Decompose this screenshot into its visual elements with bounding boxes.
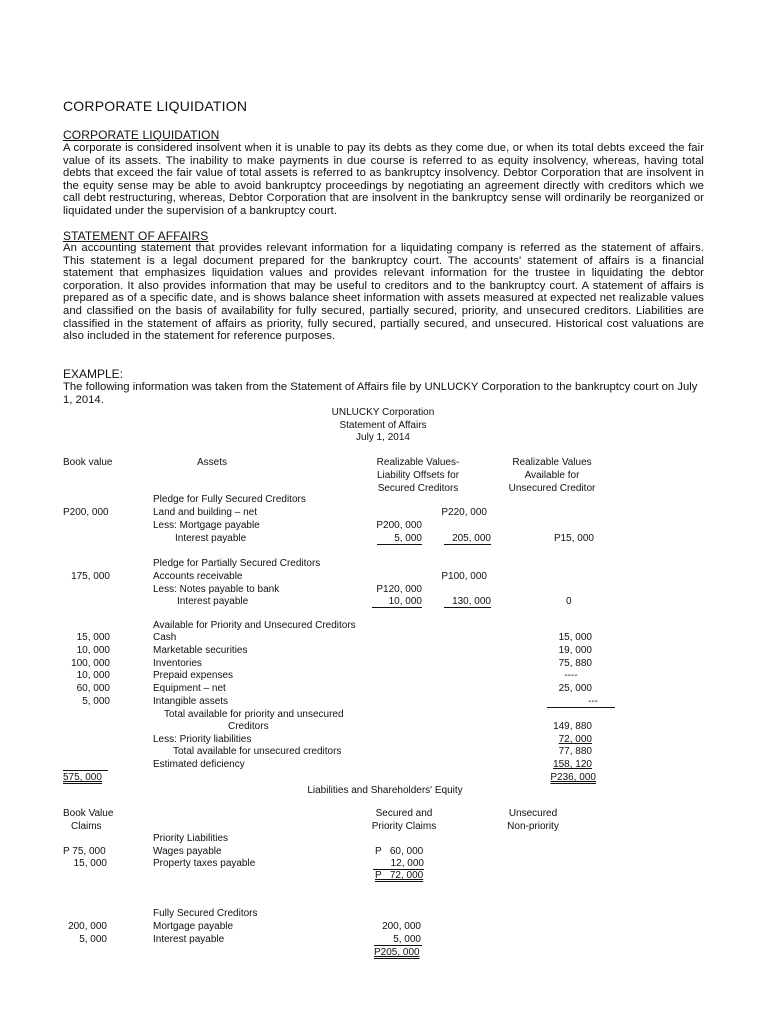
example-intro: The following information was taken from the Statement of Affairs file by UNLUCKY Corporation to the bankruptcy court on July 1, 2014. bbox=[63, 381, 698, 406]
rule bbox=[444, 607, 491, 608]
rule bbox=[63, 770, 108, 771]
partially-secured-book: 175, 000 bbox=[71, 571, 110, 582]
liability-value: P 60, 000 bbox=[375, 846, 424, 857]
section-heading-affairs: STATEMENT OF AFFAIRS bbox=[63, 229, 209, 243]
fully-secured-less2-value: 5, 000 bbox=[394, 533, 422, 544]
liability-label: Property taxes payable bbox=[153, 858, 256, 869]
asset-label: Equipment – net bbox=[153, 683, 226, 694]
header-available-1: Realizable Values bbox=[512, 457, 592, 468]
asset-label: Prepaid expenses bbox=[153, 670, 234, 681]
priority-liabilities-total: P 72, 000 bbox=[375, 870, 424, 881]
fully-secured-offset-total: 205, 000 bbox=[452, 533, 491, 544]
asset-value: 75, 880 bbox=[558, 658, 592, 669]
asset-label: Cash bbox=[153, 632, 177, 643]
partially-secured-less1: Less: Notes payable to bank bbox=[153, 584, 280, 595]
fully-secured-less1-value: P200, 000 bbox=[376, 520, 422, 531]
liability-book: 5, 000 bbox=[79, 934, 107, 945]
total-available-label-1: Total available for priority and unsecured bbox=[164, 709, 344, 720]
header-unsecured-1: Unsecured bbox=[508, 808, 558, 819]
asset-value: --- bbox=[588, 696, 598, 707]
statement-date: July 1, 2014 bbox=[356, 432, 410, 443]
fully-secured-creditors-total: P205, 000 bbox=[374, 947, 420, 958]
liability-label: Mortgage payable bbox=[153, 921, 234, 932]
liability-value: 5, 000 bbox=[393, 934, 421, 945]
estimated-deficiency-value: 158, 120 bbox=[553, 759, 592, 770]
asset-book: 10, 000 bbox=[76, 670, 110, 681]
page-title: CORPORATE LIQUIDATION bbox=[63, 98, 248, 114]
liability-book: P 75, 000 bbox=[63, 846, 106, 857]
header-secured-1: Secured and bbox=[375, 808, 433, 819]
total-available-value: 149, 880 bbox=[553, 721, 592, 732]
partially-secured-less2-value: 10, 000 bbox=[388, 596, 422, 607]
header-assets: Assets bbox=[197, 457, 228, 468]
asset-book: 15, 000 bbox=[76, 632, 110, 643]
liability-book: 200, 000 bbox=[68, 921, 107, 932]
partially-secured-heading: Pledge for Partially Secured Creditors bbox=[153, 558, 321, 569]
rule bbox=[444, 544, 491, 545]
asset-book: 60, 000 bbox=[76, 683, 110, 694]
asset-book: 5, 000 bbox=[82, 696, 110, 707]
header-realizable-3: Secured Creditors bbox=[377, 483, 459, 494]
priority-less-label: Less: Priority liabilities bbox=[153, 734, 252, 745]
estimated-deficiency-label: Estimated deficiency bbox=[153, 759, 245, 770]
partially-secured-less2: Interest payable bbox=[177, 596, 249, 607]
asset-value: ---- bbox=[564, 670, 578, 681]
asset-label: Marketable securities bbox=[153, 645, 248, 656]
header-book-value-claims-2: Claims bbox=[71, 821, 102, 832]
fully-secured-available: P15, 000 bbox=[553, 533, 594, 544]
header-secured-2: Priority Claims bbox=[371, 821, 437, 832]
liability-book: 15, 000 bbox=[73, 858, 107, 869]
asset-value: 25, 000 bbox=[558, 683, 592, 694]
liabilities-heading: Liabilities and Shareholders' Equity bbox=[307, 785, 463, 796]
fully-secured-asset-value: P220, 000 bbox=[441, 507, 487, 518]
unsecured-total-label: Total available for unsecured creditors bbox=[173, 746, 342, 757]
fully-secured-less1: Less: Mortgage payable bbox=[153, 520, 260, 531]
priority-liabilities-heading: Priority Liabilities bbox=[153, 833, 229, 844]
liability-label: Interest payable bbox=[153, 934, 225, 945]
header-book-value: Book value bbox=[63, 457, 113, 468]
partially-secured-less1-value: P120, 000 bbox=[376, 584, 422, 595]
liability-value: 200, 000 bbox=[382, 921, 421, 932]
liability-value: 12, 000 bbox=[390, 858, 424, 869]
fully-secured-creditors-heading: Fully Secured Creditors bbox=[153, 908, 258, 919]
paragraph-affairs: An accounting statement that provides relevant information for a liquidating company is referred as the statement of affairs. This statement is a legal document prepared for the bankruptcy court. The accounts' statement of affairs is a financial statement that emphasizes liquidation values and provides relevant information for the trustee in liquidating the debtor corporation. It also provides information that may be useful to creditors and to the bankruptcy court. A statement of affairs is prepared as of a specific date, and is shows balance sheet information with assets measured at expected net realizable values and classified on the basis of availability for fully secured, partially secured, priority, and unsecured creditors. Liabilities are classified in the statement of affairs as priority, fully secured, partially secured, and unsecured. Historical cost valuations are also included in the statement for reference purposes. bbox=[63, 242, 704, 343]
statement-company: UNLUCKY Corporation bbox=[331, 407, 435, 418]
asset-book: 10, 000 bbox=[76, 645, 110, 656]
header-available-3: Unsecured Creditor bbox=[508, 483, 596, 494]
book-value-total: 575, 000 bbox=[63, 772, 102, 783]
paragraph-liquidation: A corporate is considered insolvent when it is unable to pay its debts as they come due, or when its total debts exceed the fair value of its assets. The inability to make payments in due course is referred to as equity insolvency, whereas, having total debts that exceed the fair value of total assets is referred to as bankruptcy insolvency. Debtor Corporation that are insolvent in the equity sense may be able to avoid bankruptcy proceedings by negotiating an agreement directly with creditors which we call debt restructuring, whereas, Debtor Corporation that are insolvent in the bankruptcy sense will ordinarily be reorganized or liquidated under the supervision of a bankruptcy court. bbox=[63, 142, 704, 217]
partially-secured-available: 0 bbox=[566, 596, 572, 607]
asset-book: 100, 000 bbox=[71, 658, 110, 669]
rule bbox=[372, 607, 422, 608]
rule bbox=[377, 544, 422, 545]
total-available-label-2: Creditors bbox=[228, 721, 269, 732]
liability-label: Wages payable bbox=[153, 846, 222, 857]
asset-label: Inventories bbox=[153, 658, 202, 669]
header-unsecured-2: Non-priority bbox=[507, 821, 559, 832]
partially-secured-asset: Accounts receivable bbox=[153, 571, 243, 582]
fully-secured-asset: Land and building – net bbox=[153, 507, 257, 518]
statement-name: Statement of Affairs bbox=[339, 420, 427, 431]
fully-secured-heading: Pledge for Fully Secured Creditors bbox=[153, 494, 306, 505]
header-realizable-1: Realizable Values- bbox=[376, 457, 460, 468]
asset-value: 19, 000 bbox=[558, 645, 592, 656]
rule bbox=[374, 945, 422, 946]
header-book-value-claims-1: Book Value bbox=[63, 808, 114, 819]
partially-secured-offset-total: 130, 000 bbox=[452, 596, 491, 607]
asset-label: Intangible assets bbox=[153, 696, 229, 707]
fully-secured-less2: Interest payable bbox=[175, 533, 247, 544]
asset-value: 15, 000 bbox=[558, 632, 592, 643]
header-realizable-2: Liability Offsets for bbox=[376, 470, 460, 481]
partially-secured-asset-value: P100, 000 bbox=[441, 571, 487, 582]
example-heading: EXAMPLE: bbox=[63, 367, 124, 381]
fully-secured-book: P200, 000 bbox=[63, 507, 109, 518]
rule bbox=[547, 707, 615, 708]
priority-less-value: 72, 000 bbox=[558, 734, 592, 745]
section-heading-liquidation: CORPORATE LIQUIDATION bbox=[63, 128, 220, 142]
available-assets-heading: Available for Priority and Unsecured Creditors bbox=[153, 620, 356, 631]
header-available-2: Available for bbox=[524, 470, 580, 481]
unsecured-total-value: 77, 880 bbox=[558, 746, 592, 757]
grand-total: P236, 000 bbox=[550, 772, 596, 783]
